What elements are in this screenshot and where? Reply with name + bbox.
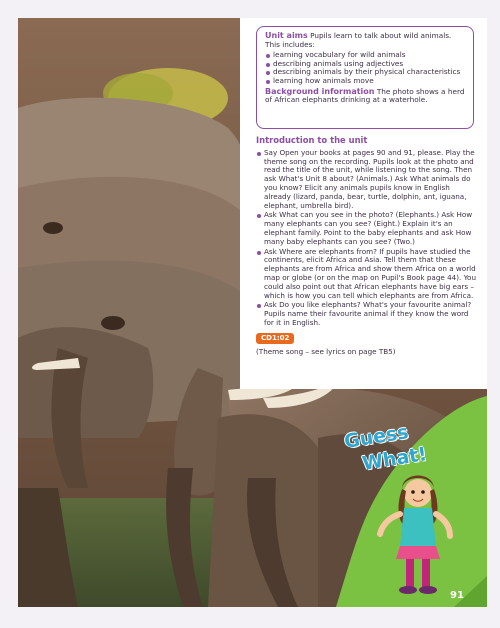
guess-what-logo-line2: What! [360,443,429,475]
introduction-list [256,149,478,328]
cd-track-badge: CD1:02 [256,333,294,344]
introduction-bullet: Ask Where are elephants from? If pupils have studied the continents, elicit Africa and Asia. Tell them that these elephants are from Africa and show them Africa on a world map or globe (or on the map on Pupil's Book page 44). You could also point out that African elephants have big ears – which is how you can tell which elephants are from Africa. [256,248,478,301]
unit-aims-list [265,51,467,85]
introduction-bullet: Say Open your books at pages 90 and 91, please. Play the theme song on the recording. Pupils look at the photo and read the title of the unit, while listening to the song. Then ask What's Unit 8 about? (Animals.) Ask What animals do you know? Elicit any animals pupils know in English already (lizard, panda, bear, turtle, dolphin, ant, iguana, elephant, umbrella bird). [256,149,478,211]
girl-face-icon [404,479,432,507]
unit-aims-item: learning vocabulary for wild animals [265,51,467,60]
introduction-bullet: Ask Do you like elephants? What's your favourite animal? Pupils name their favourite animal if they know the word for it in English. [256,301,478,327]
introduction-bullet: Ask What can you see in the photo? (Elephants.) Ask How many elephants can you see? (Eight.) Explain it's an elephant family. Point to the baby elephants and ask How many baby elephants can you see? (Two.) [256,211,478,246]
background-info-text: The photo shows a herd of African elephants drinking at a waterhole. [265,86,465,105]
unit-aims-intro: Pupils learn to talk about wild animals. This includes: [265,31,452,49]
background-info-title: Background information [265,86,375,96]
theme-song-note: (Theme song – see lyrics on page TB5) [256,346,396,356]
unit-aims-item: describing animals using adjectives [265,60,467,69]
unit-aims-item: learning how animals move [265,77,467,86]
unit-aims-title: Unit aims [265,31,308,40]
unit-aims-box [256,26,474,129]
unit-aims-item: describing animals by their physical characteristics [265,68,467,77]
introduction-section [256,136,478,356]
introduction-title: Introduction to the unit [256,135,368,145]
guess-what-logo-line1: Guess [342,421,410,453]
page-number: 91 [450,590,464,601]
